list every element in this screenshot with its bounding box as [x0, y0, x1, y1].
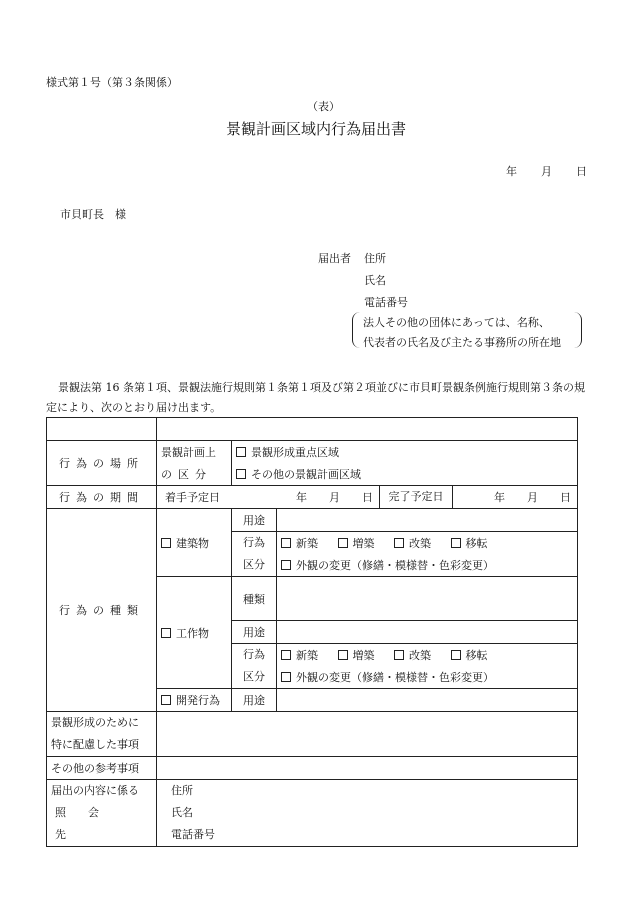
- building-use-label: 用途: [232, 509, 277, 532]
- form-number: 様式第１号（第３条関係）: [46, 76, 178, 89]
- page-title: 景観計画区域内行為届出書: [226, 120, 407, 138]
- contact-label: 届出の内容に係る 照会先: [47, 780, 157, 847]
- checkbox-icon[interactable]: [281, 650, 291, 660]
- checkbox-icon[interactable]: [236, 469, 246, 479]
- intro-paragraph: 景観法第 16 条第１項、景観法施行規則第１条第１項及び第２項並びに市貝町景観条例施行規則第３条の規定により、次のとおり届け出ます。: [46, 381, 585, 414]
- applicant-note-2: 代表者の氏名及び主たる事務所の所在地: [363, 336, 561, 349]
- checkbox-icon[interactable]: [394, 538, 404, 548]
- structure-kind-label: 種類: [232, 577, 277, 621]
- contact-phone[interactable]: 電話番号: [171, 828, 215, 841]
- type-label: 行為の種類: [47, 509, 157, 712]
- other-ref-value[interactable]: [157, 757, 578, 780]
- checkbox-icon[interactable]: [338, 538, 348, 548]
- notification-table: [46, 417, 578, 847]
- checkbox-icon[interactable]: [281, 560, 291, 570]
- area-label-2: の区分: [157, 463, 232, 486]
- checkbox-icon[interactable]: [236, 447, 246, 457]
- date-month: 月: [541, 165, 552, 178]
- structure-use-label: 用途: [232, 621, 277, 644]
- start-date[interactable]: 年 月 日: [296, 491, 373, 504]
- structure-act-label: 行為 区分: [232, 644, 277, 689]
- contact-name[interactable]: 氏名: [171, 806, 193, 819]
- area-label-1: 景観計画上: [157, 441, 232, 464]
- structure-exterior-option[interactable]: 外観の変更（修繕・模様替・色彩変更）: [277, 666, 578, 689]
- building-act-label: 行為 区分: [232, 532, 277, 577]
- side-label: （表）: [307, 100, 340, 113]
- checkbox-icon[interactable]: [161, 695, 171, 705]
- contact-address[interactable]: 住所: [171, 784, 193, 797]
- structure-option[interactable]: 工作物: [157, 577, 232, 689]
- checkbox-icon[interactable]: [281, 538, 291, 548]
- addressee: 市貝町長 様: [60, 208, 126, 221]
- date-day: 日: [576, 165, 587, 178]
- checkbox-icon[interactable]: [451, 538, 461, 548]
- structure-use-value[interactable]: [277, 621, 578, 644]
- other-ref-label: その他の参考事項: [47, 757, 157, 780]
- checkbox-icon[interactable]: [451, 650, 461, 660]
- applicant-label: 届出者: [318, 252, 351, 265]
- start-label: 着手予定日: [165, 491, 220, 504]
- applicant-phone: 電話番号: [364, 296, 408, 309]
- applicant-address: 住所: [364, 252, 386, 265]
- development-option[interactable]: 開発行為: [157, 689, 232, 712]
- checkbox-icon[interactable]: [338, 650, 348, 660]
- development-use-value[interactable]: [277, 689, 578, 712]
- building-act-options[interactable]: 新築 増築 改築 移転: [277, 532, 578, 555]
- building-option[interactable]: 建築物: [157, 509, 232, 577]
- period-label: 行為の期間: [47, 486, 157, 509]
- structure-kind-value[interactable]: [277, 577, 578, 621]
- development-use-label: 用途: [232, 689, 277, 712]
- building-exterior-option[interactable]: 外観の変更（修繕・模様替・色彩変更）: [277, 554, 578, 577]
- checkbox-icon[interactable]: [161, 538, 171, 548]
- area-option-1[interactable]: 景観形成重点区域: [232, 441, 578, 464]
- end-date[interactable]: 年 月 日: [494, 491, 571, 504]
- checkbox-icon[interactable]: [161, 628, 171, 638]
- end-label: 完了予定日: [379, 486, 453, 508]
- place-value[interactable]: [157, 418, 578, 441]
- structure-act-options[interactable]: 新築 増築 改築 移転: [277, 644, 578, 667]
- date-year: 年: [506, 165, 517, 178]
- checkbox-icon[interactable]: [394, 650, 404, 660]
- building-use-value[interactable]: [277, 509, 578, 532]
- applicant-note-1: 法人その他の団体にあっては、名称、: [363, 316, 550, 329]
- area-option-2[interactable]: その他の景観計画区域: [232, 463, 578, 486]
- consider-label: 景観形成のために 特に配慮した事項: [47, 712, 157, 757]
- checkbox-icon[interactable]: [281, 672, 291, 682]
- contact-block: [157, 780, 578, 847]
- applicant-name: 氏名: [364, 274, 386, 287]
- place-label: 行為の場所: [47, 441, 157, 486]
- consider-value[interactable]: [157, 712, 578, 757]
- period-row: [157, 486, 578, 509]
